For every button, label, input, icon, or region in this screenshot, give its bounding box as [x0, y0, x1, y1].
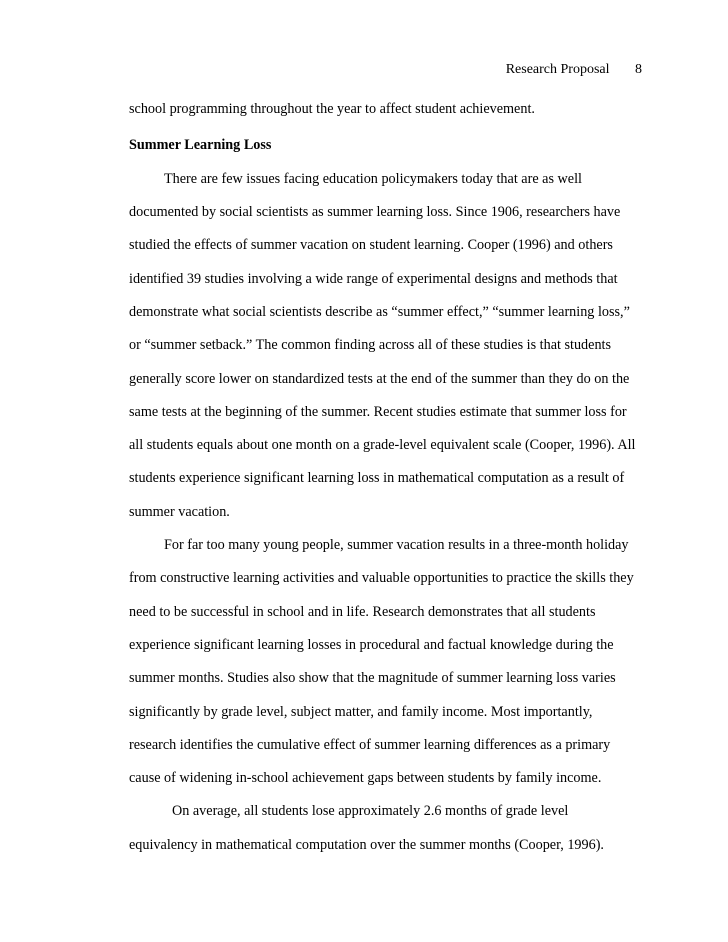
body-line: students experience significant learning loss in mathematical computation as a result of [129, 470, 625, 486]
paragraph-first-line: There are few issues facing education policymakers today that are as well [164, 171, 582, 187]
body-line: studied the effects of summer vacation on student learning. Cooper (1996) and others [129, 237, 613, 253]
body-line: summer vacation. [129, 504, 230, 520]
body-line: school programming throughout the year to affect student achievement. [129, 101, 535, 117]
body-line: all students equals about one month on a grade-level equivalent scale (Cooper, 1996). All [129, 437, 636, 453]
body-line: cause of widening in-school achievement gaps between students by family income. [129, 770, 602, 786]
paragraph-first-line: On average, all students lose approximately 2.6 months of grade level [172, 803, 569, 819]
body-line: demonstrate what social scientists describe as “summer effect,” “summer learning loss,” [129, 304, 630, 320]
body-line: experience significant learning losses in procedural and factual knowledge during the [129, 637, 614, 653]
page-number: 8 [635, 62, 642, 77]
body-line: equivalency in mathematical computation over the summer months (Cooper, 1996). [129, 837, 604, 853]
paragraph-first-line: For far too many young people, summer vacation results in a three-month holiday [164, 537, 629, 553]
body-line: research identifies the cumulative effect of summer learning differences as a primary [129, 737, 611, 753]
running-head-title: Research Proposal [505, 62, 610, 77]
body-line: same tests at the beginning of the summer. Recent studies estimate that summer loss for [129, 404, 627, 420]
body-line: significantly by grade level, subject matter, and family income. Most importantly, [129, 704, 593, 720]
body-line: summer months. Studies also show that the magnitude of summer learning loss varies [129, 670, 616, 686]
body-line: need to be successful in school and in life. Research demonstrates that all students [129, 604, 596, 620]
body-line: from constructive learning activities and valuable opportunities to practice the skills they [129, 570, 634, 586]
body-line: documented by social scientists as summer learning loss. Since 1906, researchers have [129, 204, 621, 220]
section-heading: Summer Learning Loss [129, 137, 272, 153]
running-head [506, 62, 642, 78]
body-line: identified 39 studies involving a wide range of experimental designs and methods that [129, 271, 618, 287]
body-line: or “summer setback.” The common finding across all of these studies is that students [129, 337, 612, 353]
body-line: generally score lower on standardized tests at the end of the summer than they do on the [129, 371, 630, 387]
